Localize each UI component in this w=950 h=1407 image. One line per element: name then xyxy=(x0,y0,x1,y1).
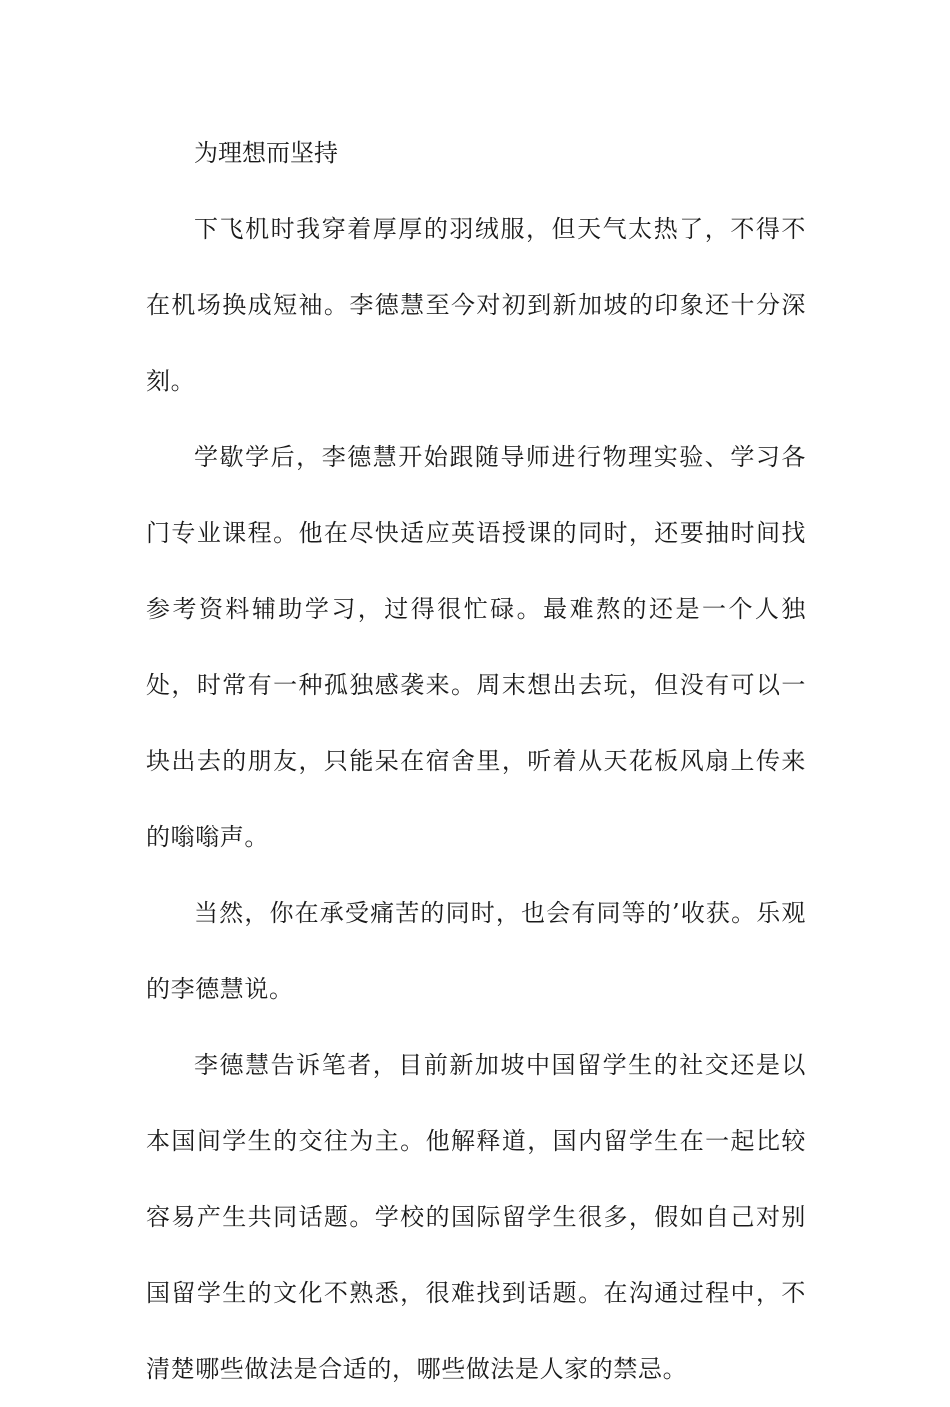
document-title: 为理想而坚持 xyxy=(194,139,338,167)
paragraph-4: 李德慧告诉笔者，目前新加坡中国留学生的社交还是以本国间学生的交往为主。他解释道，国内留学生在一起比较容易产生共同话题。学校的国际留学生很多，假如自己对别国留学生的文化不熟悉，很难找到话题。在沟通过程中，不清楚哪些做法是合适的，哪些做法是人家的禁忌。 xyxy=(146,1051,806,1383)
paragraph-1: 下飞机时我穿着厚厚的羽绒服，但天气太热了，不得不在机场换成短袖。李德慧至今对初到新加坡的印象还十分深刻。 xyxy=(146,215,806,395)
paragraph-3: 当然，你在承受痛苦的同时，也会有同等的’收获。乐观的李德慧说。 xyxy=(146,899,806,1003)
document-body xyxy=(146,130,806,1407)
paragraph-2: 学歇学后，李德慧开始跟随导师进行物理实验、学习各门专业课程。他在尽快适应英语授课的同时，还要抽时间找参考资料辅助学习，过得很忙碌。最难熬的还是一个人独处，时常有一种孤独感袭来。周末想出去玩，但没有可以一块出去的朋友，只能呆在宿舍里，听着从天花板风扇上传来的嗡嗡声。 xyxy=(146,443,806,851)
